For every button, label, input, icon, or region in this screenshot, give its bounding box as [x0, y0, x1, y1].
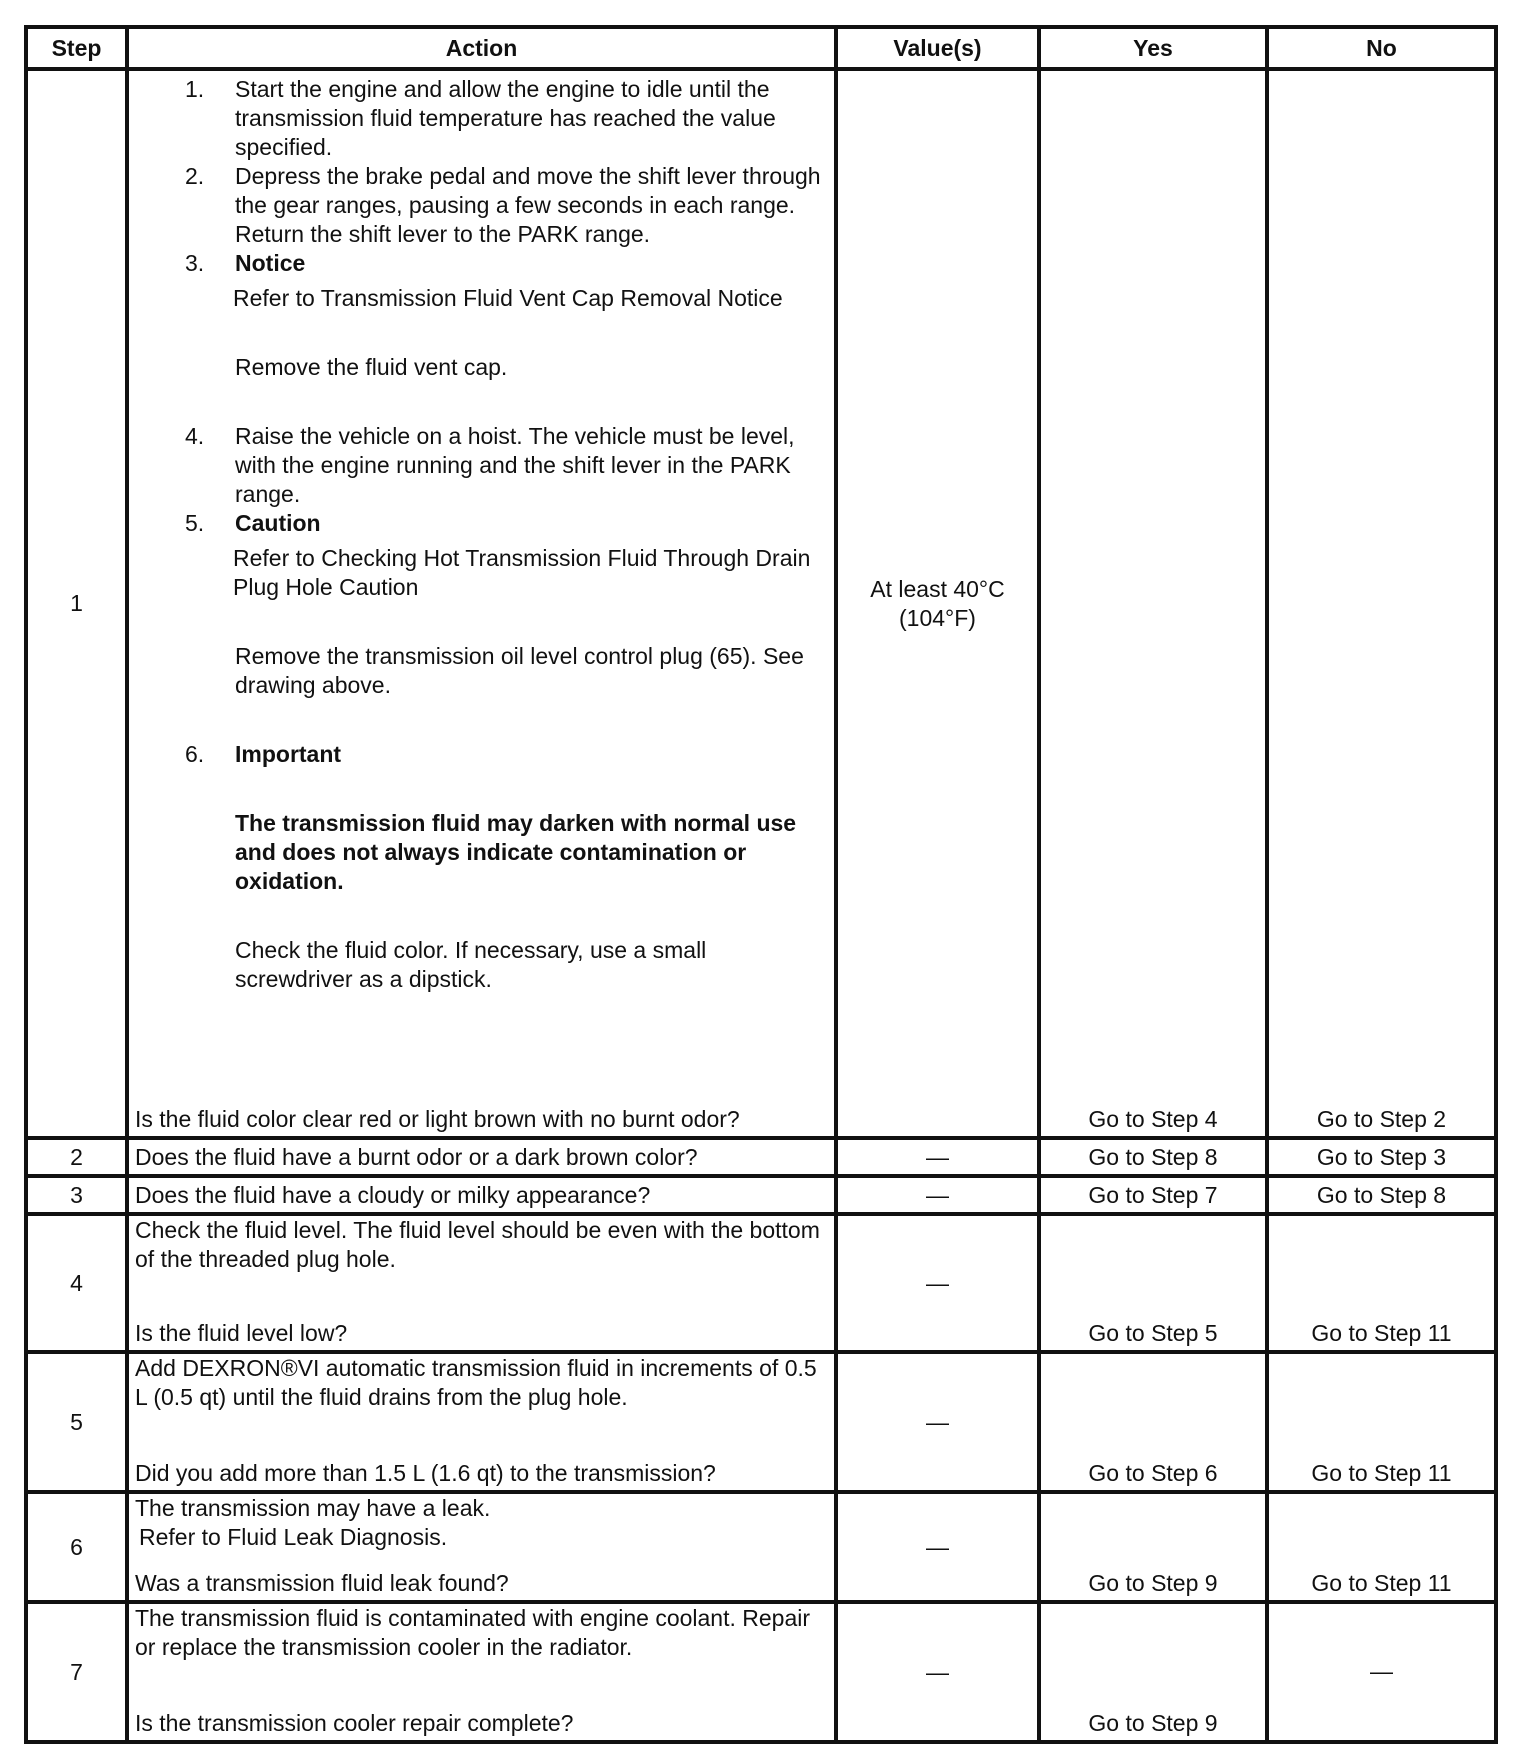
step-number: 2 — [26, 1138, 127, 1176]
list-item: 6. Important The transmission fluid may darken with normal use and does not always indicate contamination or oxidation. Check the fluid color. If necessary, use a small screwdriver as a dipstick. — [135, 740, 828, 994]
header-action: Action — [127, 27, 836, 69]
list-item: 2. Depress the brake pedal and move the shift lever through the gear ranges, pausing a few seconds in each range. Return the shift lever to the PARK range. — [185, 163, 821, 247]
notice-reference: Refer to Transmission Fluid Vent Cap Removal Notice — [233, 285, 783, 311]
no-cell: Go to Step 11 — [1267, 1492, 1496, 1602]
header-no: No — [1267, 27, 1496, 69]
step-number: 5 — [26, 1352, 127, 1492]
table-row-step-7 — [26, 1602, 1496, 1742]
value-cell: — — [836, 1176, 1039, 1214]
step-reference: Refer to Fluid Leak Diagnosis. — [139, 1524, 448, 1550]
step-instruction: The transmission may have a leak. — [135, 1495, 491, 1521]
notice-heading: Notice — [235, 250, 306, 276]
important-text: The transmission fluid may darken with normal use and does not always indicate contamination or oxidation. — [235, 810, 797, 894]
table-row-step-5 — [26, 1352, 1496, 1492]
action-cell — [127, 69, 836, 1138]
step-question: Is the fluid color clear red or light brown with no burnt odor? — [135, 1106, 740, 1132]
step-question: Does the fluid have a burnt odor or a dark brown color? — [127, 1138, 836, 1176]
step-question: Does the fluid have a cloudy or milky appearance? — [127, 1176, 836, 1214]
step-number: 1 — [26, 69, 127, 1138]
table-row-step-3 — [26, 1176, 1496, 1214]
header-yes: Yes — [1039, 27, 1267, 69]
step-number: 4 — [26, 1214, 127, 1352]
action-cell — [127, 1492, 836, 1602]
step-question: Was a transmission fluid leak found? — [135, 1570, 509, 1596]
table-row-step-2 — [26, 1138, 1496, 1176]
value-cell: — — [836, 1352, 1039, 1492]
step-instruction: Add DEXRON®VI automatic transmission fluid in increments of 0.5 L (0.5 qt) until the fluid drains from the plug hole. — [135, 1355, 817, 1410]
value-cell: — — [836, 1138, 1039, 1176]
caution-heading: Caution — [235, 510, 321, 536]
yes-cell: Go to Step 7 — [1039, 1176, 1267, 1214]
step-instruction: The transmission fluid is contaminated with engine coolant. Repair or replace the transmission cooler in the radiator. — [135, 1605, 811, 1660]
step-number: 6 — [26, 1492, 127, 1602]
step-instruction: Check the fluid level. The fluid level should be even with the bottom of the threaded plug hole. — [135, 1217, 820, 1272]
action-cell — [127, 1214, 836, 1352]
action-cell — [127, 1352, 836, 1492]
important-heading: Important — [235, 741, 342, 767]
action-cell — [127, 1602, 836, 1742]
step-number: 3 — [26, 1176, 127, 1214]
yes-cell: Go to Step 9 — [1039, 1602, 1267, 1742]
header-values: Value(s) — [836, 27, 1039, 69]
table-row-step-6 — [26, 1492, 1496, 1602]
step-question: Is the fluid level low? — [135, 1320, 348, 1346]
yes-cell: Go to Step 8 — [1039, 1138, 1267, 1176]
list-item: 1. Start the engine and allow the engine to idle until the transmission fluid temperature has reached the value specified. — [185, 76, 776, 160]
list-item: 3. Notice Refer to Transmission Fluid Vent Cap Removal Notice Remove the fluid vent cap. — [135, 249, 828, 382]
yes-cell: Go to Step 9 — [1039, 1492, 1267, 1602]
list-item: 4. Raise the vehicle on a hoist. The vehicle must be level, with the engine running and the shift lever in the PARK range. — [185, 423, 795, 507]
header-row — [26, 27, 1496, 69]
value-cell: — — [836, 1602, 1039, 1742]
step-question: Did you add more than 1.5 L (1.6 qt) to the transmission? — [135, 1460, 716, 1486]
table-row-step-1 — [26, 69, 1496, 1138]
table-row-step-4 — [26, 1214, 1496, 1352]
value-cell: — — [836, 1492, 1039, 1602]
yes-cell: Go to Step 4 — [1039, 69, 1267, 1138]
no-cell: Go to Step 3 — [1267, 1138, 1496, 1176]
no-cell: Go to Step 2 — [1267, 69, 1496, 1138]
yes-cell: Go to Step 5 — [1039, 1214, 1267, 1352]
no-cell: Go to Step 8 — [1267, 1176, 1496, 1214]
list-item: 5. Caution Refer to Checking Hot Transmission Fluid Through Drain Plug Hole Caution Remove the transmission oil level control plug (65). See drawing above. — [135, 509, 828, 700]
no-cell: Go to Step 11 — [1267, 1214, 1496, 1352]
step-number: 7 — [26, 1602, 127, 1742]
step-question: Is the transmission cooler repair complete? — [135, 1710, 574, 1736]
value-cell: — — [836, 1214, 1039, 1352]
action-steps-list — [135, 75, 828, 994]
no-cell: — — [1267, 1602, 1496, 1742]
no-cell: Go to Step 11 — [1267, 1352, 1496, 1492]
value-cell: At least 40°C (104°F) — [836, 69, 1039, 1138]
diagnostic-table — [24, 25, 1498, 1744]
caution-reference: Refer to Checking Hot Transmission Fluid Through Drain Plug Hole Caution — [233, 545, 811, 600]
header-step: Step — [26, 27, 127, 69]
yes-cell: Go to Step 6 — [1039, 1352, 1267, 1492]
